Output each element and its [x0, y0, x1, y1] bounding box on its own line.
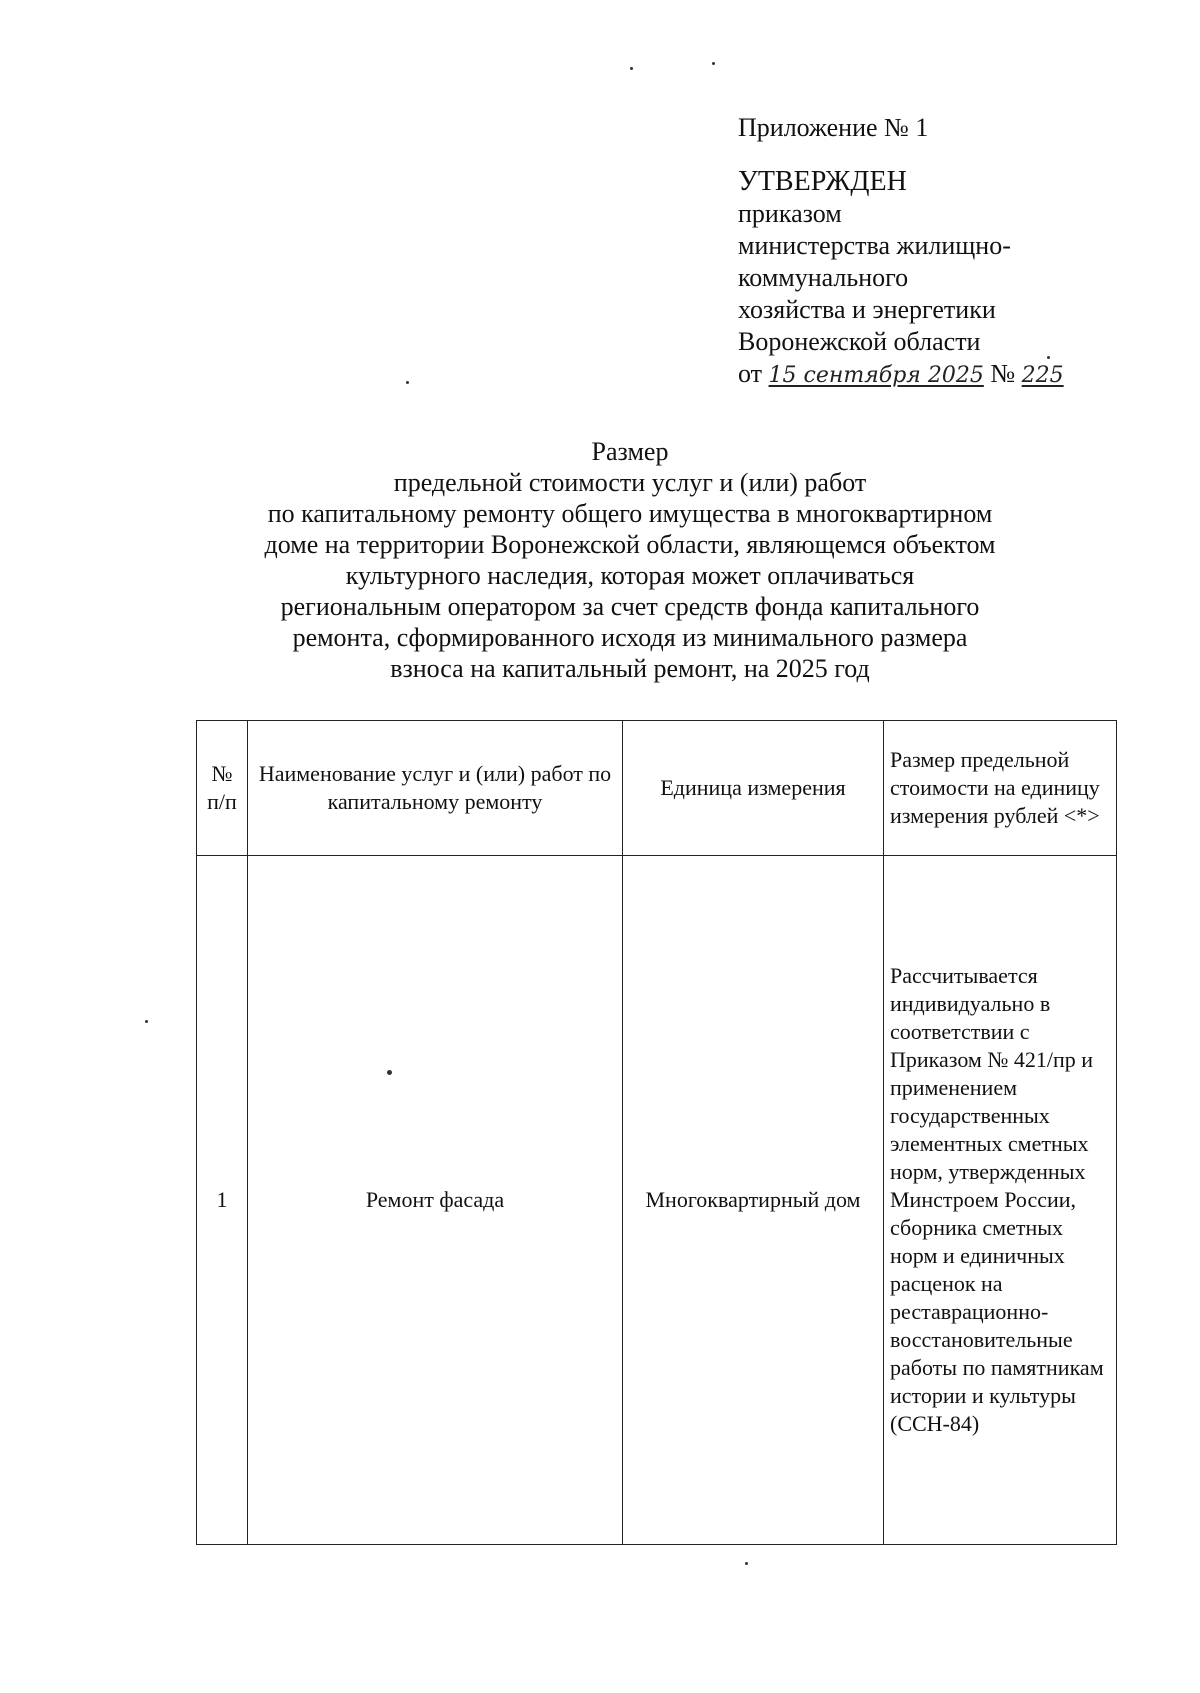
table-row	[197, 856, 1117, 1545]
order-number-label: №	[990, 359, 1016, 388]
header-cost: Размер предельной стоимости на единицу измерения рублей <*>	[884, 721, 1117, 856]
title-line: ремонта, сформированного исходя из минимального размера	[292, 623, 968, 652]
cell-number: 1	[197, 856, 248, 1545]
title-line: взноса на капитальный ремонт, на 2025 год	[390, 654, 870, 683]
approved-label: УТВЕРЖДЕН	[738, 166, 907, 197]
cell-unit: Многоквартирный дом	[623, 856, 884, 1545]
cell-service-name: Ремонт фасада	[248, 856, 623, 1545]
scan-speck	[387, 1070, 392, 1075]
header-number: № п/п	[197, 721, 248, 856]
title-line: по капитальному ремонту общего имущества в многоквартирном	[267, 499, 993, 528]
order-date-line	[738, 358, 1064, 392]
approval-line: Воронежской области	[738, 327, 981, 356]
approval-line: приказом	[738, 199, 842, 228]
approval-line: хозяйства и энергетики	[738, 295, 996, 324]
header-unit: Единица измерения	[623, 721, 884, 856]
document-title	[190, 436, 1070, 684]
approval-line: коммунального	[738, 263, 909, 292]
title-line: культурного наследия, которая может оплачиваться	[345, 561, 915, 590]
cell-cost: Рассчитывается индивидуально в соответствии с Приказом № 421/пр и применением государственных элементных сметных норм, утвержденных Минстроем России, сборника сметных норм и единичных расценок на реставрационно-восстановительные работы по памятникам истории и культуры (ССН-84)	[884, 856, 1117, 1545]
table-header-row	[197, 721, 1117, 856]
title-line: Размер	[591, 437, 669, 466]
scan-speck	[1047, 356, 1050, 359]
approval-block	[738, 112, 1064, 392]
order-prefix: от	[738, 359, 763, 388]
scan-speck	[630, 67, 633, 70]
scan-speck	[406, 381, 409, 384]
order-date-handwritten: 15 сентября 2025	[768, 363, 984, 388]
scan-speck	[712, 62, 715, 65]
services-table	[196, 720, 1117, 1545]
title-line: региональным оператором за счет средств фонда капитального	[280, 592, 980, 621]
title-line: доме на территории Воронежской области, являющемся объектом	[264, 530, 996, 559]
scan-speck	[745, 1562, 748, 1565]
title-line: предельной стоимости услуг и (или) работ	[393, 468, 867, 497]
appendix-number: Приложение № 1	[738, 113, 929, 142]
header-service-name: Наименование услуг и (или) работ по капитальному ремонту	[248, 721, 623, 856]
approval-line: министерства жилищно-	[738, 231, 1011, 260]
order-number-handwritten: 225	[1021, 363, 1064, 388]
scan-speck	[145, 1020, 148, 1023]
